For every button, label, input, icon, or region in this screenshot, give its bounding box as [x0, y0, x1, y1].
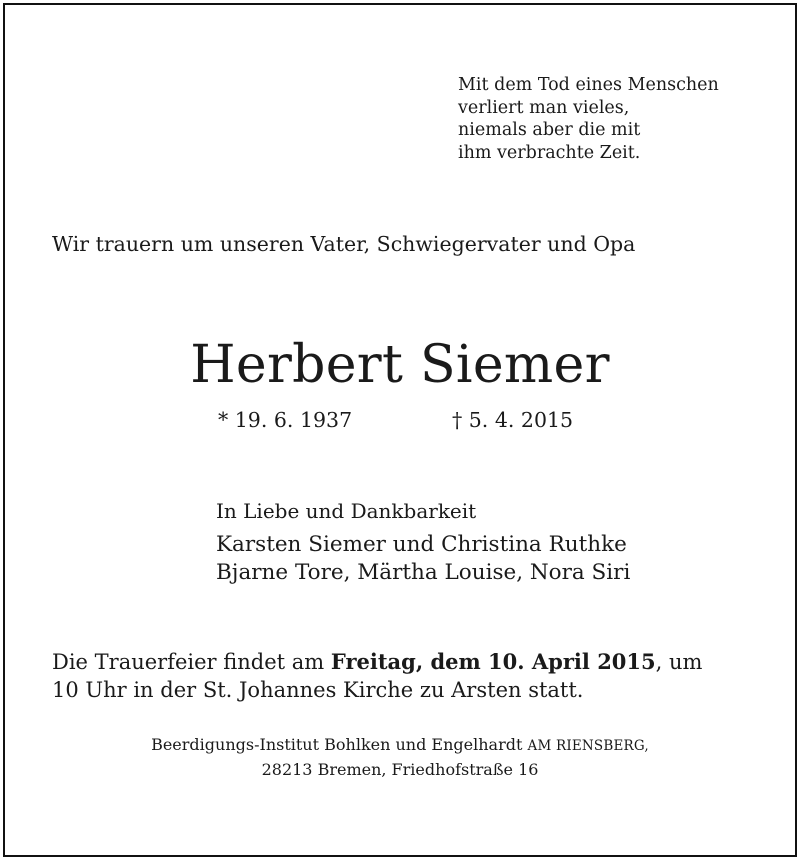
funeral-home-info [0, 733, 800, 782]
family-block [216, 498, 630, 587]
quote-line: niemals aber die mit [458, 120, 641, 140]
birth-date: * 19. 6. 1937 [218, 408, 353, 432]
quote-block [458, 74, 719, 164]
family-intro: In Liebe und Dankbarkeit [216, 499, 477, 523]
deceased-name: Herbert Siemer [190, 335, 610, 395]
ceremony-info [52, 648, 702, 704]
funeral-home-location: AM RIENSBERG, [527, 738, 649, 754]
family-line: Karsten Siemer und Christina Ruthke [216, 532, 627, 557]
ceremony-suffix: , um [655, 650, 703, 674]
funeral-home-line-1 [0, 733, 800, 758]
mourning-line: Wir trauern um unseren Vater, Schwiegervater und Opa [52, 232, 636, 256]
death-date: † 5. 4. 2015 [452, 408, 574, 432]
quote-line: ihm verbrachte Zeit. [458, 142, 641, 163]
ceremony-line-1 [52, 648, 702, 676]
family-line: Bjarne Tore, Märtha Louise, Nora Siri [216, 560, 631, 585]
ceremony-prefix: Die Trauerfeier findet am [52, 650, 331, 674]
quote-line: verliert man vieles, [458, 97, 630, 118]
ceremony-line-2: 10 Uhr in der St. Johannes Kirche zu Arsten statt. [52, 678, 584, 702]
ceremony-date: Freitag, dem 10. April 2015 [330, 649, 656, 674]
funeral-home-name: Beerdigungs-Institut Bohlken und Engelhardt [151, 735, 523, 754]
funeral-home-address: 28213 Bremen, Friedhofstraße 16 [261, 760, 539, 779]
quote-line: Mit dem Tod eines Menschen [458, 75, 719, 95]
